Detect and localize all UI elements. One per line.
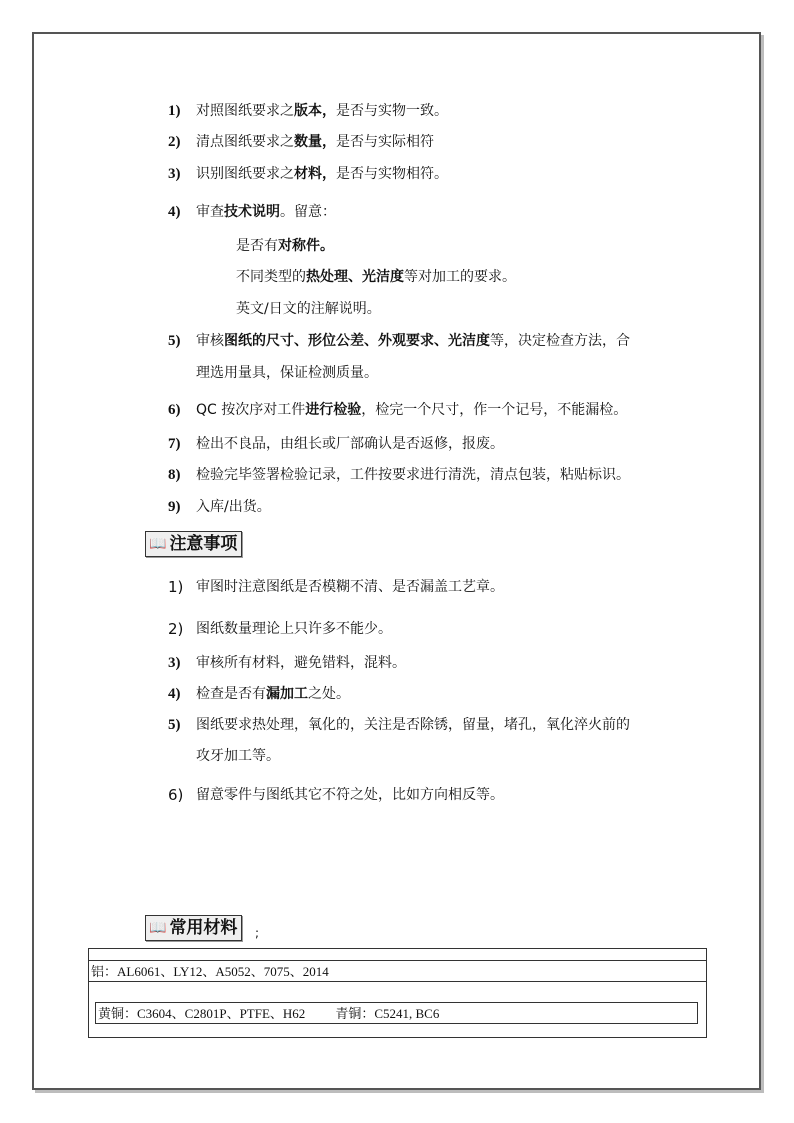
step-number: 9): [168, 499, 181, 515]
note-text: 图纸数量理论上只许多不能少。: [196, 621, 392, 637]
materials-heading-suffix: ;: [255, 926, 260, 940]
materials-row-copper: [95, 1002, 698, 1024]
step-text: 审查技术说明。留意：: [196, 204, 336, 220]
step-text: 对照图纸要求之版本，是否与实物一致。: [196, 103, 448, 119]
step-number: 8): [168, 467, 181, 483]
materials-aluminum: 铝：AL6061、LY12、A5052、7075、2014: [91, 964, 329, 979]
materials-brass: 黄铜：C3604、C2801P、PTFE、H62: [98, 1006, 306, 1021]
step-number: 2): [168, 134, 181, 150]
note-text: 图纸要求热处理，氧化的，关注是否除锈，留量，堵孔，氧化淬火前的: [196, 717, 630, 733]
step-text: 清点图纸要求之数量，是否与实际相符: [196, 134, 434, 150]
step-text: 识别图纸要求之材料，是否与实物相符。: [196, 166, 448, 182]
page-frame: [32, 32, 761, 1090]
notes-heading: [145, 531, 242, 557]
materials-heading: [145, 915, 242, 941]
note-number: 4): [168, 686, 181, 702]
note-text: 留意零件与图纸其它不符之处，比如方向相反等。: [196, 787, 504, 803]
step-text: 检验完毕签署检验记录，工件按要求进行清洗，清点包装，粘贴标识。: [196, 467, 630, 483]
note-number: 5): [168, 717, 181, 733]
step-text: 检出不良品，由组长或厂部确认是否返修，报废。: [196, 436, 504, 452]
step-text: 入库/出货。: [196, 499, 271, 515]
note-text: 检查是否有漏加工之处。: [196, 686, 350, 702]
note-number: 3): [168, 655, 181, 671]
note-number: 2): [168, 620, 184, 638]
note-text: 审图时注意图纸是否模糊不清、是否漏盖工艺章。: [196, 579, 504, 595]
note-number: 1): [168, 578, 184, 596]
step-number: 1): [168, 103, 181, 119]
step-number: 5): [168, 333, 181, 349]
step-number: 3): [168, 166, 181, 182]
step-number: 7): [168, 436, 181, 452]
book-icon: 📖: [149, 536, 167, 552]
note-text: 审核所有材料，避免错料，混料。: [196, 655, 406, 671]
step-number: 4): [168, 204, 181, 220]
step-number: 6): [168, 402, 181, 418]
materials-bronze: 青铜：C5241, BC6: [335, 1006, 440, 1021]
materials-heading-label: 常用材料: [169, 918, 238, 938]
note-number: 6): [168, 786, 184, 804]
book-icon: 📖: [149, 920, 167, 936]
materials-table: [88, 948, 707, 1038]
step-text: QC 按次序对工件进行检验，检完一个尺寸，作一个记号，不能漏检。: [196, 402, 628, 418]
step-text: 审核图纸的尺寸、形位公差、外观要求、光洁度等，决定检查方法，合: [196, 333, 630, 349]
materials-row-aluminum: [89, 960, 706, 982]
notes-heading-label: 注意事项: [169, 534, 238, 554]
